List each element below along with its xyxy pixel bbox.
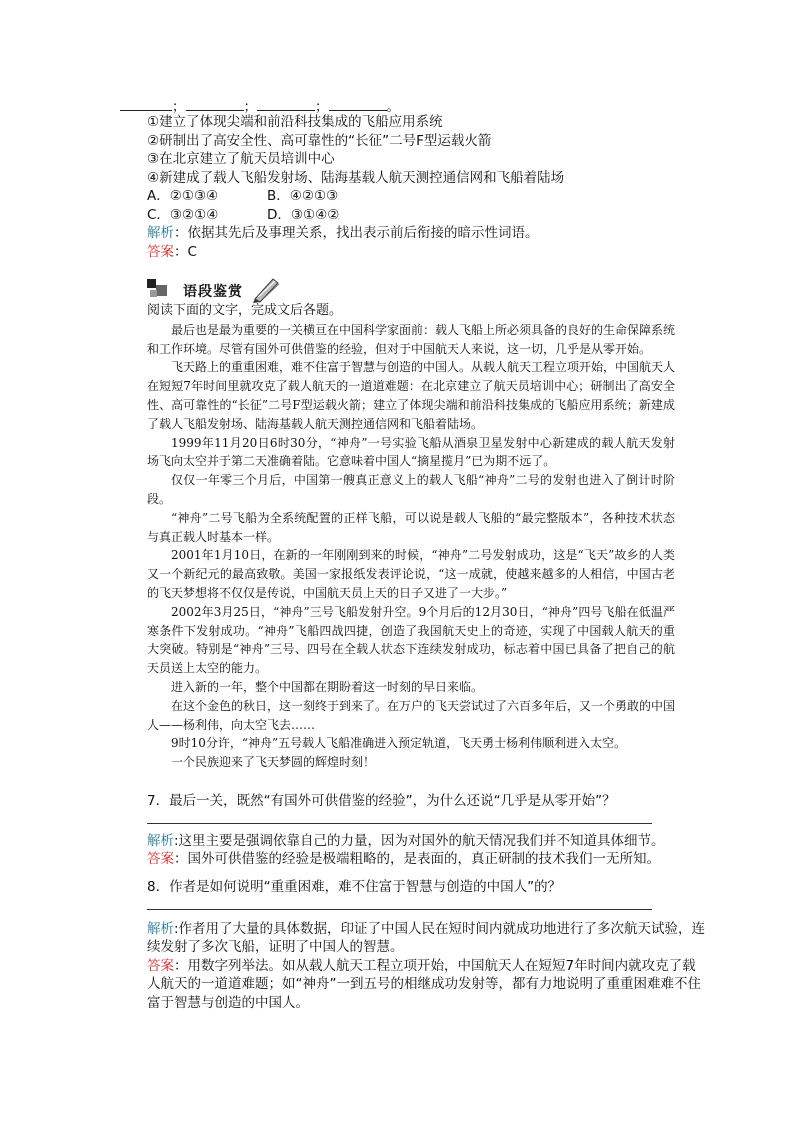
passage-paragraph: 2002年3月25日，“神舟”三号飞船发射升空。9个月后的12月30日，“神舟”四号飞船在低温严寒条件下发射成功。“神舟”飞船四战四捷，创造了我国航天史上的奇迹，实现了中国载人航天的重大突破。特别是“神舟”三号、四号在全载人状态下连续发射成功，标志着中国已具备了把自己的航天员送上太空的能力。 bbox=[147, 604, 675, 676]
q6-answer bbox=[147, 243, 667, 262]
pen-icon bbox=[251, 275, 281, 303]
answer-label: 答案 bbox=[147, 243, 174, 260]
analysis-label: 解析 bbox=[147, 225, 174, 241]
q7-answer bbox=[147, 850, 707, 869]
reading-passage bbox=[147, 302, 675, 772]
analysis-label: 解析 bbox=[147, 832, 174, 849]
option-b: B．④②①③ bbox=[267, 188, 339, 204]
passage-paragraph: 在这个金色的秋日，这一刻终于到来了。在万户的飞天尝试过了六百多年后，又一个勇敢的中国人——杨利伟，向太空飞去…… bbox=[147, 698, 676, 732]
passage-paragraph: 2001年1月10日，在新的一年刚刚到来的时候，“神舟”二号发射成功，这是“飞天”故乡的人类又一个新纪元的最高致敬。美国一家报纸发表评论说，“这一成就，使越来越多的人相信，中国古老的飞天梦想将不仅仅是传说，中国航天员上天的日子又进了一大步。” bbox=[147, 548, 675, 600]
answer-text: ：国外可供借鉴的经验是极端粗略的，是表面的，真正研制的技术我们一无所知。 bbox=[174, 851, 660, 867]
answer-rule bbox=[147, 909, 652, 910]
section-title: 语段鉴赏 bbox=[183, 284, 243, 300]
blank-end: 。 bbox=[386, 99, 400, 115]
q7-analysis bbox=[147, 832, 707, 851]
q8-answer bbox=[147, 957, 707, 1013]
q6-item: ③在北京建立了航天员培训中心 bbox=[147, 151, 335, 167]
question-6 bbox=[147, 113, 667, 261]
section-header bbox=[147, 275, 287, 303]
passage-paragraph: 9时10分许，“神舟”五号载人飞船准确进入预定轨道，飞天勇士杨利伟顺利进入太空。 bbox=[171, 736, 627, 751]
passage-paragraph: 最后也是最为重要的一关横亘在中国科学家面前：载人飞船上所必须具备的良好的生命保障系统和工作环境。尽管有国外可供借鉴的经验，但对于中国航天人来说，这一切，几乎是从零开始。 bbox=[147, 322, 676, 356]
blank-sep: ； bbox=[172, 99, 186, 115]
option-c: C．③②①④ bbox=[147, 206, 219, 223]
q6-options-row bbox=[147, 187, 667, 206]
section-square-icon bbox=[156, 285, 167, 296]
answer-text: ：用数字列举法。如从载人航天工程立项开始，中国航天人在短短7年时间内就攻克了载人航天的一道道难题；如“神舟”一到五号的相继成功发射等，都有力地说明了重重困难难不住富于智慧与创造的中国人。 bbox=[147, 957, 701, 1011]
answer-label: 答案 bbox=[147, 851, 174, 867]
option-a: A．②①③④ bbox=[147, 188, 219, 204]
passage-paragraph: 1999年11月20日6时30分，“神舟”一号实验飞船从酒泉卫星发射中心新建成的载人航天发射场飞向太空并于第二天准确着陆。它意味着中国人“摘星揽月”已为期不远了。 bbox=[147, 435, 675, 469]
answer-label: 答案 bbox=[147, 957, 174, 974]
passage-paragraph: 飞天路上的重重困难，难不住富于智慧与创造的中国人。从载人航天工程立项开始，中国航天人在短短7年时间里就攻克了载人航天的一道道难题：在北京建立了航天员培训中心；研制出了高安全性、高可靠性的“长征”二号F型运载火箭；建立了体现尖端和前沿科技集成的飞船应用系统；新建成了载人飞船发射场、陆海基载人航天测控通信网和飞船着陆场。 bbox=[147, 360, 676, 431]
blank-4 bbox=[329, 96, 387, 111]
blank-sep: ； bbox=[243, 99, 257, 115]
question-8 bbox=[147, 878, 707, 1012]
blank-sep: ； bbox=[315, 99, 329, 115]
blank-3 bbox=[257, 96, 315, 111]
passage-paragraph: 仅仅一年零三个月后，中国第一艘真正意义上的载人飞船“神舟”二号的发射也进入了倒计时阶段。 bbox=[147, 473, 675, 506]
analysis-text: :这里主要是强调依靠自己的力量，因为对国外的航天情况我们并不知道具体细节。 bbox=[174, 832, 665, 849]
answer-rule bbox=[147, 823, 652, 824]
q8-analysis bbox=[147, 920, 707, 957]
q6-item: ④新建成了载人飞船发射场、陆海基载人航天测控通信网和飞船着陆场 bbox=[147, 169, 565, 186]
analysis-label: 解析 bbox=[147, 920, 174, 937]
analysis-text: ：依据其先后及事理关系，找出表示前后衔接的暗示性词语。 bbox=[174, 225, 539, 241]
option-d: D．③①④② bbox=[267, 206, 340, 223]
blank-1 bbox=[120, 96, 172, 111]
analysis-text: :作者用了大量的具体数据，印证了中国人民在短时间内就成功地进行了多次航天试验，连续发射了多次飞船，证明了中国人的智慧。 bbox=[147, 920, 706, 955]
q8-question: 8．作者是如何说明“重重困难，难不住富于智慧与创造的中国人”的？ bbox=[147, 879, 562, 895]
q6-options-row bbox=[147, 206, 667, 225]
q6-item: ①建立了体现尖端和前沿科技集成的飞船应用系统 bbox=[147, 114, 443, 130]
blank-2 bbox=[186, 96, 244, 111]
section-square-icon bbox=[147, 279, 156, 288]
question-7 bbox=[147, 792, 707, 869]
q7-question: 7．最后一关，既然“有国外可供借鉴的经验”，为什么还说“几乎是从零开始”？ bbox=[147, 793, 616, 809]
q6-analysis bbox=[147, 224, 667, 243]
answer-text: ：C bbox=[174, 243, 197, 260]
passage-paragraph: “神舟”二号飞船为全系统配置的正样飞船，可以说是载人飞船的“最完整版本”，各种技术状态与真正载人时基本一样。 bbox=[147, 510, 675, 544]
section-square-icon bbox=[150, 290, 157, 297]
passage-intro: 阅读下面的文字，完成文后各题。 bbox=[147, 303, 343, 318]
passage-paragraph: 进入新的一年，整个中国都在期盼着这一时刻的早日来临。 bbox=[171, 679, 484, 694]
passage-paragraph: 一个民族迎来了飞天梦圆的辉煌时刻！ bbox=[171, 755, 376, 770]
q6-item: ②研制出了高安全性、高可靠性的“长征”二号F型运载火箭 bbox=[147, 132, 492, 149]
